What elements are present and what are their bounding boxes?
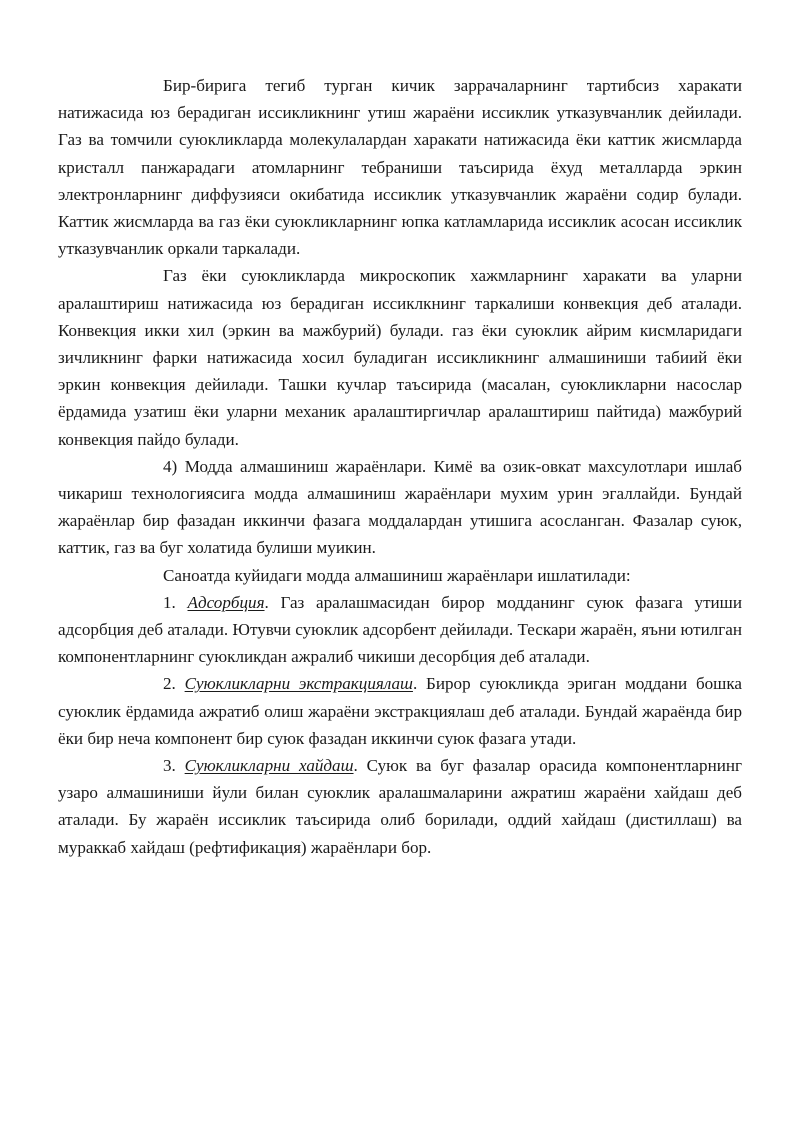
item-text: . Бирор суюкликда эриган моддани бошка суюклик ёрдамида ажратиб олиш жараёни экстракциялаш деб аталади. Бундай жараёнда бир ёки бир неча компонент бир суюк фазадан иккинчи суюк фазага утади. (58, 674, 742, 748)
paragraph-mass-transfer: 4) Модда алмашиниш жараёнлари. Кимё ва озик-овкат махсулотлари ишлаб чикариш технологиясига модда алмашиниш жараёнлари мухим урин эгаллайди. Бундай жараёнлар бир фазадан иккинчи фазага моддалардан утишига асосланган. Фазалар суюк, каттик, газ ва буг холатида булиши муикин. (58, 456, 742, 558)
paragraph-convection: Газ ёки суюкликларда микроскопик хажмларнинг харакати ва уларни аралаштириш натижасида юз берадиган иссиклкнинг таркалиши конвекция деб аталади. Конвекция икки хил (эркин ва мажбурий) булади. газ ёки суюклик айрим кисмларидаги зичликнинг фарки натижасида хосил буладиган иссикликнинг алмашиниши табиий ёки эркин конвекция дейилади. Ташки кучлар таъсирида (масалан, суюкликларни насослар ёрдамида узатиш ёки уларни механик аралаштиргичлар аралаштириш пайтида) мажбурий конвекция пайдо булади. (58, 266, 742, 449)
paragraph-processes-intro: Саноатда куйидаги модда алмашиниш жараёнлари ишлатилади: (163, 565, 631, 585)
term-extraction: Суюкликларни экстракциялаш (184, 674, 413, 694)
list-item-distillation (58, 752, 742, 861)
item-number: 1. (163, 592, 188, 612)
document-page (58, 72, 742, 861)
list-item-adsorption (58, 589, 742, 671)
paragraph-heat-conduction: Бир-бирига тегиб турган кичик заррачаларнинг тартибсиз харакати натижасида юз берадиган иссикликнинг утиш жараёни иссиклик утказувчанлик дейилади. Газ ва томчили суюкликларда молекулалардан харакати натижасида ёки каттик жисмларда кристалл панжарадаги атомларнинг тебраниши таъсирида ёхуд металларда эркин электронларнинг диффузияси окибатида иссиклик утказувчанлик жараёни содир булади. Каттик жисмларда ва газ ёки суюкликларнинг юпка катламларида иссиклик асосан иссиклик утказувчанлик оркали таркалади. (58, 76, 742, 259)
item-number: 3. (163, 756, 185, 776)
term-adsorption: Адсорбция (187, 592, 265, 612)
item-text: . Суюк ва буг фазалар орасида компонентларнинг узаро алмашиниши йули билан суюклик аралашмаларини ажратиш жараёни хайдаш деб аталади. Бу жараён иссиклик таъсирида олиб борилади, оддий хайдаш (дистиллаш) ва мураккаб хайдаш (рефтификация) жараёнлари бор. (58, 756, 743, 857)
item-text: . Газ аралашмасидан бирор модданинг суюк фазага утиши адсорбция деб аталади. Ютувчи суюклик адсорбент дейилади. Тескари жараён, яъни ютилган компонентларнинг суюкликдан ажралиб чикиши десорбция деб аталади. (58, 592, 742, 667)
list-item-extraction (58, 670, 742, 752)
item-number: 2. (163, 674, 185, 694)
term-distillation: Суюкликларни хайдаш (184, 756, 354, 776)
